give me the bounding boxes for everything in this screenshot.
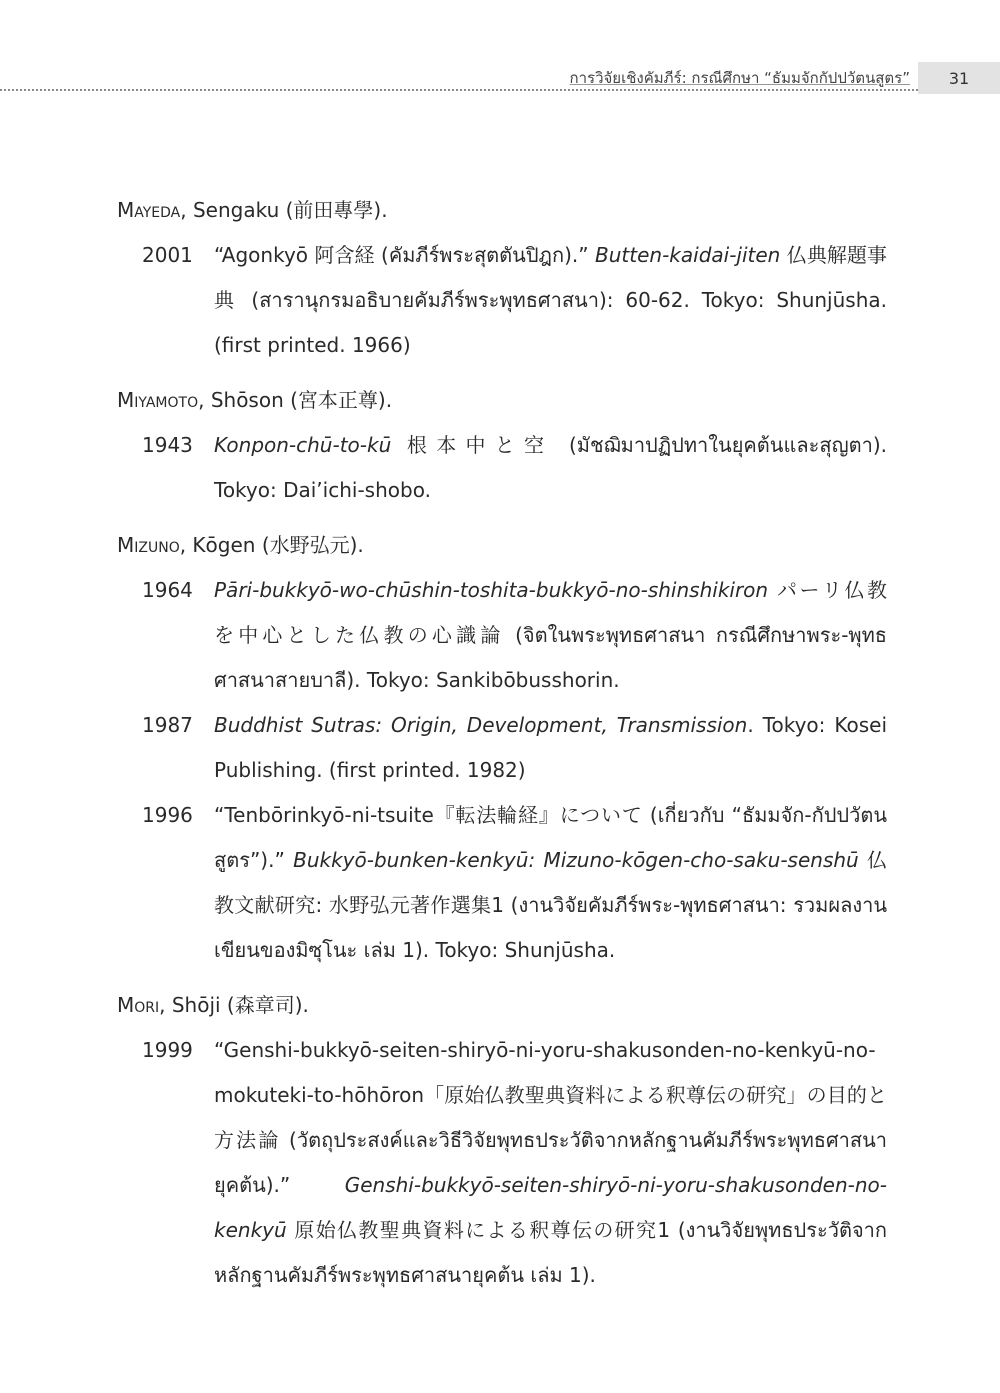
entry-year: 1964 [142, 578, 193, 602]
author-surname: Mayeda [117, 198, 181, 222]
author-heading [117, 378, 887, 423]
entry-text-part: 仏教文献研究: 水野弘元著作選集1 (งานวิจัยคัมภีร์พระ-พุทธศาสนา: รวมผลงานเขียนของมิซุโนะ เล่ม 1). Tokyo: Shunjūsha. [214, 848, 888, 962]
author-heading [117, 188, 887, 233]
entry-text [214, 793, 887, 973]
entry-title-italic: Pāri-bukkyō-wo-chūshin-toshita-bukkyō-no-shinshikiron [214, 578, 769, 602]
entry-title-italic: Genshi-bukkyō-seiten-shiryō-ni-yoru-shakusonden-no-kenkyū [214, 1173, 887, 1242]
running-header [0, 0, 1000, 100]
entry-text-part: . Tokyo: Kosei Publishing. (first printed. 1982) [214, 713, 888, 782]
entry-year: 1943 [142, 433, 193, 457]
bib-entry [117, 423, 887, 513]
bib-entry [117, 233, 887, 368]
bib-entry [117, 568, 887, 703]
author-given-name: , Shōson (宮本正尊). [198, 388, 393, 412]
entry-text-part: “Genshi-bukkyō-seiten-shiryō-ni-yoru-shakusonden-no-kenkyū-no- mokuteki-to-hōhōron「原始仏教聖典資料による釈尊伝の研究」の目的と方法論 (วัตถุประสงค์และวิธีวิจัยพุทธประวัติจากหลักฐานคัมภีร์พระพุทธศาสนายุคต้น).” [214, 1038, 887, 1197]
entry-text-part: 仏典解題事典 (สารานุกรมอธิบายคัมภีร์พระพุทธศาสนา): 60-62. Tokyo: Shunjūsha. (first printed. 1966) [214, 243, 888, 357]
entry-text-part: 原始仏教聖典資料による釈尊伝の研究1 (งานวิจัยพุทธประวัติจากหลักฐานคัมภีร์พระพุทธศาสนายุคต้น เล่ม 1). [214, 1218, 887, 1287]
running-title: การวิจัยเชิงคัมภีร์: กรณีศึกษา “ธัมมจักกัปปวัตนสูตร” [569, 69, 910, 87]
entry-text [214, 1028, 887, 1298]
entry-title-italic: Butten-kaidai-jiten [595, 243, 781, 267]
entry-title-italic: Buddhist Sutras: Origin, Development, Transmission [214, 713, 748, 737]
entry-text [214, 568, 887, 703]
bibliography [117, 188, 887, 1298]
entry-text-part: パーリ仏教を中心とした仏教の心識論 (จิตในพระพุทธศาสนา กรณีศึกษาพระ-พุทธศาสนาสายบาลี). Tokyo: Sankibōbusshorin. [214, 578, 887, 692]
entry-text [214, 423, 887, 513]
entry-year: 1996 [142, 803, 193, 827]
author-given-name: , Kōgen (水野弘元). [179, 533, 364, 557]
bib-entry [117, 1028, 887, 1298]
page-number: 31 [918, 62, 1000, 94]
entry-text [214, 703, 887, 793]
author-heading [117, 523, 887, 568]
entry-text-part: 根本中と空 (มัชฌิมาปฏิปทาในยุคต้นและสุญตา). Tokyo: Dai’ichi-shobo. [214, 433, 887, 502]
author-surname: Mizuno [117, 533, 180, 557]
bib-entry [117, 703, 887, 793]
bib-entry [117, 793, 887, 973]
entry-title-italic: Konpon-chū-to-kū [214, 433, 392, 457]
author-surname: Mori [117, 993, 160, 1017]
author-given-name: , Sengaku (前田專學). [180, 198, 388, 222]
author-given-name: , Shōji (森章司). [159, 993, 309, 1017]
entry-text [214, 233, 887, 368]
author-surname: Miyamoto [117, 388, 199, 412]
author-heading [117, 983, 887, 1028]
entry-title-italic: Bukkyō-bunken-kenkyū: Mizuno-kōgen-cho-saku-senshū [293, 848, 859, 872]
entry-year: 2001 [142, 243, 193, 267]
entry-text-part: “Agonkyō 阿含経 (คัมภีร์พระสุตตันปิฎก).” [214, 243, 596, 267]
entry-year: 1999 [142, 1038, 193, 1062]
entry-year: 1987 [142, 713, 193, 737]
entry-text-part: “Tenbōrinkyō-ni-tsuite『転法輪経』について (เกี่ยวกับ “ธัมมจัก-กัปปวัตนสูตร”).” [214, 803, 887, 872]
